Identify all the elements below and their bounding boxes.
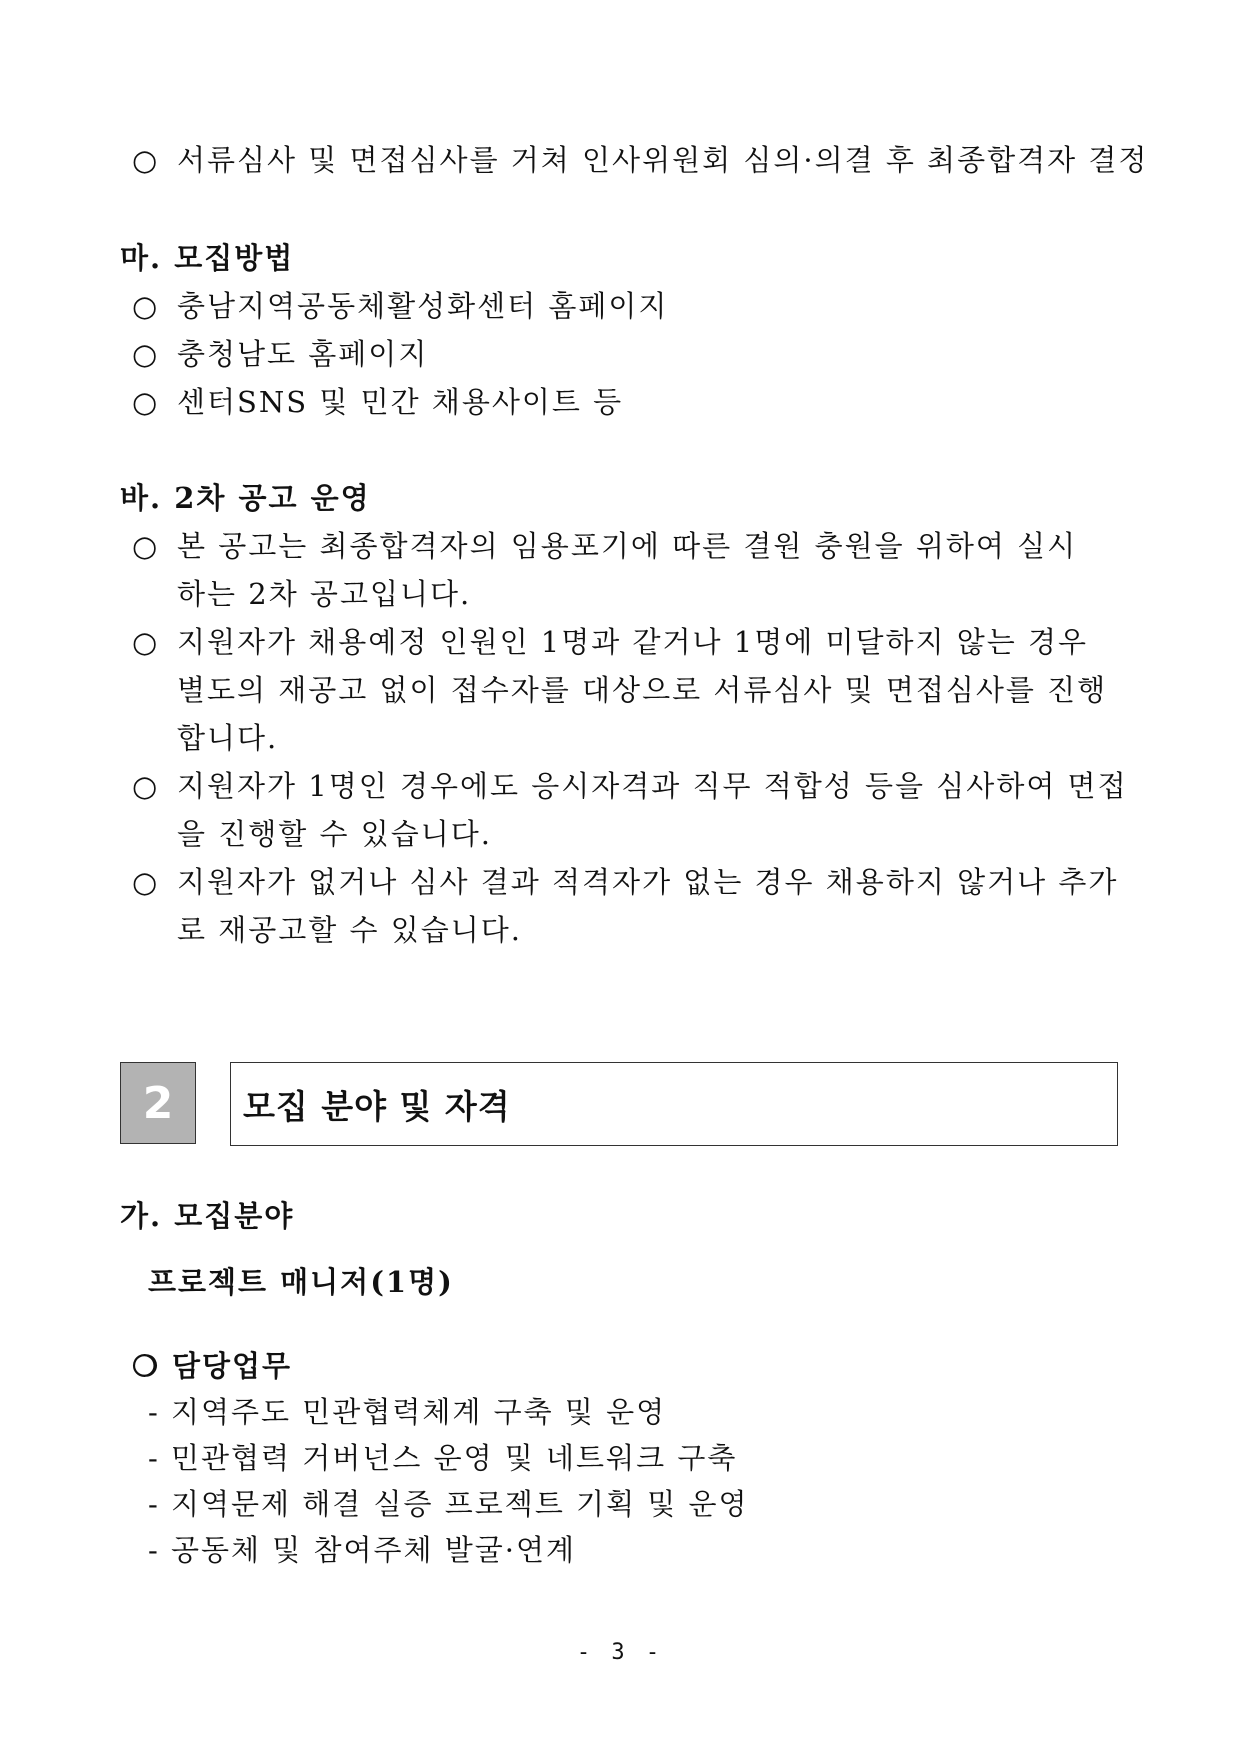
duties-heading: 담당업무: [172, 1349, 293, 1383]
circle-bullet-icon: ○: [132, 769, 158, 803]
second-notice-line: 지원자가 없거나 심사 결과 적격자가 없는 경우 채용하지 않거나 추가: [177, 865, 1119, 899]
duty-item: - 지역문제 해결 실증 프로젝트 기획 및 운영: [148, 1487, 749, 1521]
duty-item: - 지역주도 민관협력체계 구축 및 운영: [148, 1395, 667, 1429]
circle-bullet-icon: ○: [132, 529, 158, 563]
second-notice-line: 하는 2차 공고입니다.: [177, 577, 472, 611]
second-notice-line: 별도의 재공고 없이 접수자를 대상으로 서류심사 및 면접심사를 진행: [177, 673, 1108, 707]
duty-item: - 공동체 및 참여주체 발굴·연계: [148, 1533, 577, 1567]
circle-bullet-icon: ○: [132, 143, 158, 177]
second-notice-line: 합니다.: [177, 721, 279, 755]
circle-bullet-icon: ○: [132, 385, 158, 419]
section-number-box: [120, 1062, 196, 1144]
circle-bullet-icon: ○: [132, 625, 158, 659]
second-notice-line: 을 진행할 수 있습니다.: [177, 817, 492, 851]
second-notice-line: 지원자가 1명인 경우에도 응시자격과 직무 적합성 등을 심사하여 면접: [177, 769, 1128, 803]
second-notice-line: 본 공고는 최종합격자의 임용포기에 따른 결원 충원을 위하여 실시: [177, 529, 1078, 563]
second-notice-heading: 바. 2차 공고 운영: [120, 481, 371, 515]
section-number: 2: [142, 1077, 174, 1129]
circle-bullet-icon: ○: [132, 289, 158, 323]
recruit-method-item: 충청남도 홈페이지: [177, 337, 429, 371]
decision-text: 서류심사 및 면접심사를 거쳐 인사위원회 심의·의결 후 최종합격자 결정: [177, 143, 1149, 177]
second-notice-line: 지원자가 채용예정 인원인 1명과 같거나 1명에 미달하지 않는 경우: [177, 625, 1089, 659]
field-heading: 가. 모집분야: [120, 1199, 295, 1233]
position-title: 프로젝트 매니저(1명): [148, 1265, 454, 1299]
circle-bullet-icon: ○: [132, 337, 158, 371]
recruit-method-heading: 마. 모집방법: [120, 241, 295, 275]
section-title-box: [230, 1062, 1118, 1146]
circle-bullet-icon: ○: [132, 865, 158, 899]
section-title: 모집 분야 및 자격: [243, 1086, 511, 1126]
recruit-method-item: 센터SNS 및 민간 채용사이트 등: [177, 385, 624, 419]
second-notice-line: 로 재공고할 수 있습니다.: [177, 913, 523, 947]
page-number: - 3 -: [576, 1640, 664, 1665]
recruit-method-item: 충남지역공동체활성화센터 홈페이지: [177, 289, 669, 323]
diamond-bullet-icon: ❍: [132, 1349, 160, 1383]
duty-item: - 민관협력 거버넌스 운영 및 네트워크 구축: [148, 1441, 738, 1475]
